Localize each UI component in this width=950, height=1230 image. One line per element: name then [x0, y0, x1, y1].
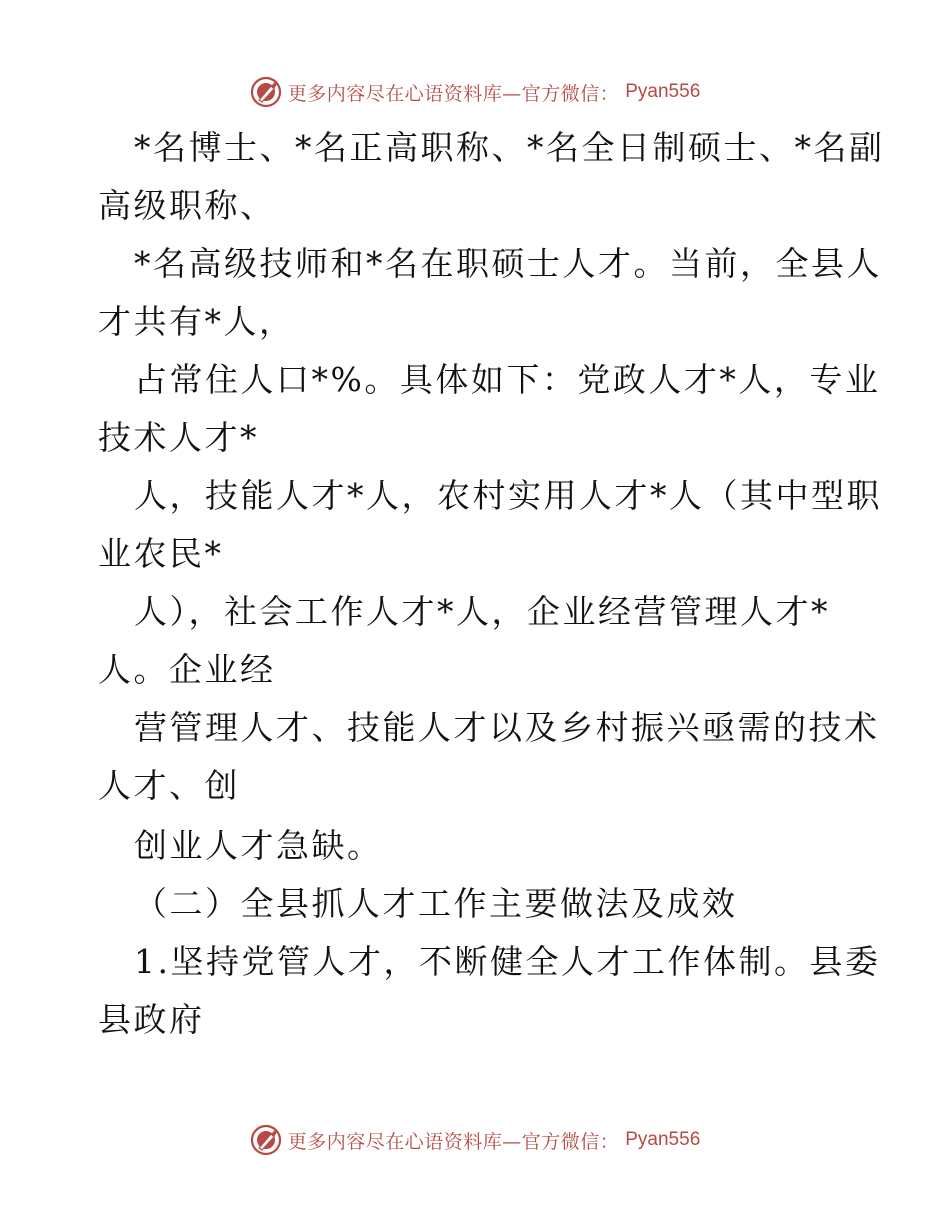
paragraph-line: 人，技能人才*人，农村实用人才*人（其中型职 [134, 476, 882, 515]
paragraph-line: 县政府 [98, 1000, 205, 1039]
paragraph-line: 才共有*人， [98, 302, 295, 341]
paragraph-line: 营管理人才、技能人才以及乡村振兴亟需的技术 [134, 708, 880, 747]
paragraph-line: 高级职称、 [98, 186, 276, 225]
watermark-text: 更多内容尽在心语资料库—官方微信： [287, 82, 620, 105]
footer-watermark [0, 1120, 950, 1160]
watermark-text: 更多内容尽在心语资料库—官方微信： [287, 1130, 620, 1153]
paragraph-line: 占常住人口*%。具体如下：党政人才*人，专业 [134, 360, 881, 399]
paragraph-line: 创业人才急缺。 [134, 826, 383, 865]
paragraph-line: *名高级技师和*名在职硕士人才。当前，全县人 [134, 244, 882, 283]
paragraph-line: 人才、创 [98, 766, 240, 805]
paragraph-line: 人。企业经 [98, 650, 276, 689]
section-heading: （二）全县抓人才工作主要做法及成效 [134, 884, 738, 923]
paragraph-line: 业农民* [98, 534, 224, 573]
paragraph-line: 人），社会工作人才*人，企业经营管理人才* [134, 592, 830, 631]
pen-logo-icon [250, 76, 282, 108]
watermark-wechat-id: Pyan556 [625, 81, 701, 102]
paragraph-line: 技术人才* [98, 418, 259, 457]
paragraph-line: 1.坚持党管人才，不断健全人才工作体制。县委 [134, 942, 881, 981]
header-watermark [0, 72, 950, 112]
pen-logo-icon [250, 1124, 282, 1156]
paragraph-line: *名博士、*名正高职称、*名全日制硕士、*名副 [134, 128, 885, 167]
watermark-wechat-id: Pyan556 [625, 1129, 701, 1150]
